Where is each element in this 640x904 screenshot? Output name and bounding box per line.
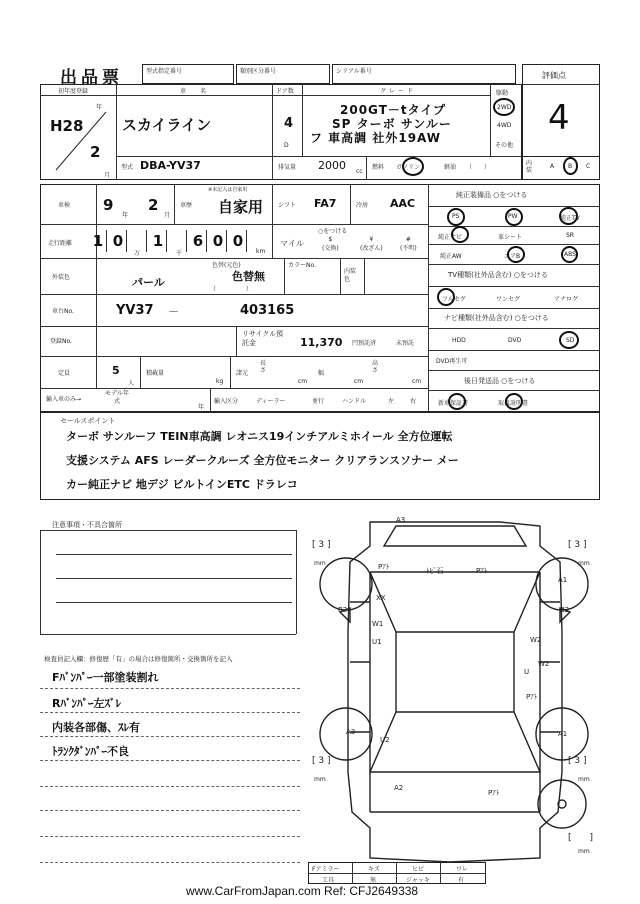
note-1: Fﾊﾞﾝﾊﾟｰ一部塗装割れ bbox=[52, 671, 159, 684]
equip-abs: ABS bbox=[564, 251, 576, 258]
damage-mark: Pｱﾄ bbox=[476, 567, 488, 575]
shaken-year: 9 bbox=[103, 196, 114, 214]
navi-dvd: DVD bbox=[508, 337, 522, 344]
eval-label: 評価点 bbox=[542, 71, 566, 80]
later-manual: 取扱説明書 bbox=[498, 400, 529, 407]
damage-mark: W1 bbox=[372, 620, 384, 628]
damage-mark: XX bbox=[376, 594, 386, 602]
fuel-circle bbox=[402, 157, 424, 176]
mileage-digit: 6 bbox=[190, 230, 207, 252]
note-4: ﾄﾗﾝｸﾀﾞﾝﾊﾟｰ不良 bbox=[52, 745, 129, 758]
first-reg-year: H28 bbox=[50, 117, 84, 135]
later-warranty: 新車保証書 bbox=[438, 400, 469, 407]
mileage-digit: 1 bbox=[90, 230, 107, 252]
tv-analog: アナログ bbox=[554, 296, 579, 303]
sales-line3: カー純正ナビ 地デジ ビルトインETC ドラレコ bbox=[66, 478, 298, 491]
capacity: 5 bbox=[112, 364, 120, 377]
tread-fr: [ 3 ] bbox=[568, 540, 587, 550]
equip-sr: SR bbox=[566, 232, 574, 239]
vehicle-name: スカイライン bbox=[122, 116, 212, 134]
damage-mark: A3 bbox=[396, 516, 406, 524]
damage-mark: B2 bbox=[560, 606, 570, 614]
damage-mark: W2 bbox=[530, 636, 542, 644]
vehicle-history: 自家用 bbox=[218, 198, 264, 216]
exterior-color: パール bbox=[132, 276, 165, 289]
equip-aw: 純正AW bbox=[440, 253, 462, 260]
damage-mark: Pｱﾄ bbox=[378, 563, 390, 571]
shift: FA7 bbox=[314, 197, 337, 210]
model-code-label: 型式指定番号 bbox=[146, 68, 183, 75]
grade-line2: SP ターボ サンルー bbox=[332, 117, 452, 131]
tread-rl: [ 3 ] bbox=[312, 756, 331, 766]
equip-pw: PW bbox=[508, 213, 518, 220]
navi-sd: SD bbox=[566, 337, 575, 344]
sales-line2: 支援システム AFS レーダークルーズ 全方位モニター クリアランスソナー メー bbox=[66, 454, 459, 467]
damage-mark: A1 bbox=[558, 730, 568, 738]
door-count: 4 bbox=[284, 116, 294, 131]
damage-mark: U2 bbox=[380, 736, 390, 744]
displacement: 2000 bbox=[318, 159, 346, 172]
meter-opt-unknown: # (不明) bbox=[400, 236, 417, 252]
mileage-digit: 0 bbox=[110, 230, 127, 252]
category-label: 類別区分番号 bbox=[240, 68, 277, 75]
model-code: DBA-YV37 bbox=[140, 159, 201, 172]
note-2: Rﾊﾞﾝﾊﾟｰ左ｽﾞﾚ bbox=[52, 697, 121, 710]
meter-opt-exchange: $ (交換) bbox=[322, 236, 339, 252]
car-diagram bbox=[300, 512, 610, 884]
tv-oneseg: ワンセグ bbox=[496, 296, 521, 303]
damage-mark: Pｱﾄ bbox=[488, 789, 500, 797]
mileage-digit: 0 bbox=[230, 230, 247, 252]
equip-navi: 純正ナビ bbox=[438, 234, 463, 241]
chassis-number: 403165 bbox=[240, 303, 295, 318]
grade-line1: 200GT－tタイプ bbox=[340, 103, 447, 117]
damage-mark: Pｱﾄ bbox=[526, 693, 538, 701]
watermark: www.CarFromJapan.com Ref: CFJ2649338 bbox=[186, 884, 419, 898]
mileage-digit: 1 bbox=[150, 230, 167, 252]
recycle-fee: 11,370 bbox=[300, 336, 343, 349]
damage-mark: ﾄﾋﾞ石 bbox=[426, 567, 444, 575]
reg-slash bbox=[44, 100, 116, 180]
damage-mark: A2 bbox=[394, 784, 404, 792]
navi-hdd: HDD bbox=[452, 337, 466, 344]
color-change: 色替無 bbox=[232, 270, 265, 283]
tv-fullseg: フルセグ bbox=[442, 296, 466, 303]
tread-rr: [ 3 ] bbox=[568, 756, 587, 766]
chassis-prefix: YV37 bbox=[116, 303, 154, 318]
serial-label: シリアル番号 bbox=[336, 68, 372, 75]
drive-2wd-circle bbox=[493, 98, 515, 116]
damage-mark: A3 bbox=[346, 728, 356, 736]
equip-leather: 革シート bbox=[498, 234, 523, 241]
equip-tv: 純正TV bbox=[560, 215, 580, 222]
damage-mark: U1 bbox=[372, 638, 382, 646]
equip-ps: PS bbox=[452, 213, 460, 220]
eval-score: 4 bbox=[548, 98, 570, 138]
air-conditioning: AAC bbox=[390, 197, 416, 210]
damage-mark: W2 bbox=[538, 660, 550, 668]
mileage-digit: 0 bbox=[210, 230, 227, 252]
shaken-month: 2 bbox=[148, 196, 159, 214]
tread-fl: [ 3 ] bbox=[312, 540, 331, 550]
damage-mark: A1 bbox=[558, 576, 568, 584]
equip-airbag: エアB bbox=[504, 253, 521, 260]
first-reg-month: 2 bbox=[90, 143, 101, 161]
sales-line1: ターボ サンルーフ TEIN車高調 レオニス19インチアルミホイール 全方位運転 bbox=[66, 430, 453, 443]
grade-line3: フ 車高調 社外19AW bbox=[310, 131, 442, 145]
note-3: 内装各部傷、ｽﾚ有 bbox=[52, 721, 140, 734]
page-title: 出品票 bbox=[60, 68, 123, 88]
meter-opt-tampered: ¥ (改ざん) bbox=[360, 236, 383, 252]
damage-mark: B2 bbox=[338, 606, 348, 614]
damage-mark: U bbox=[524, 668, 530, 676]
